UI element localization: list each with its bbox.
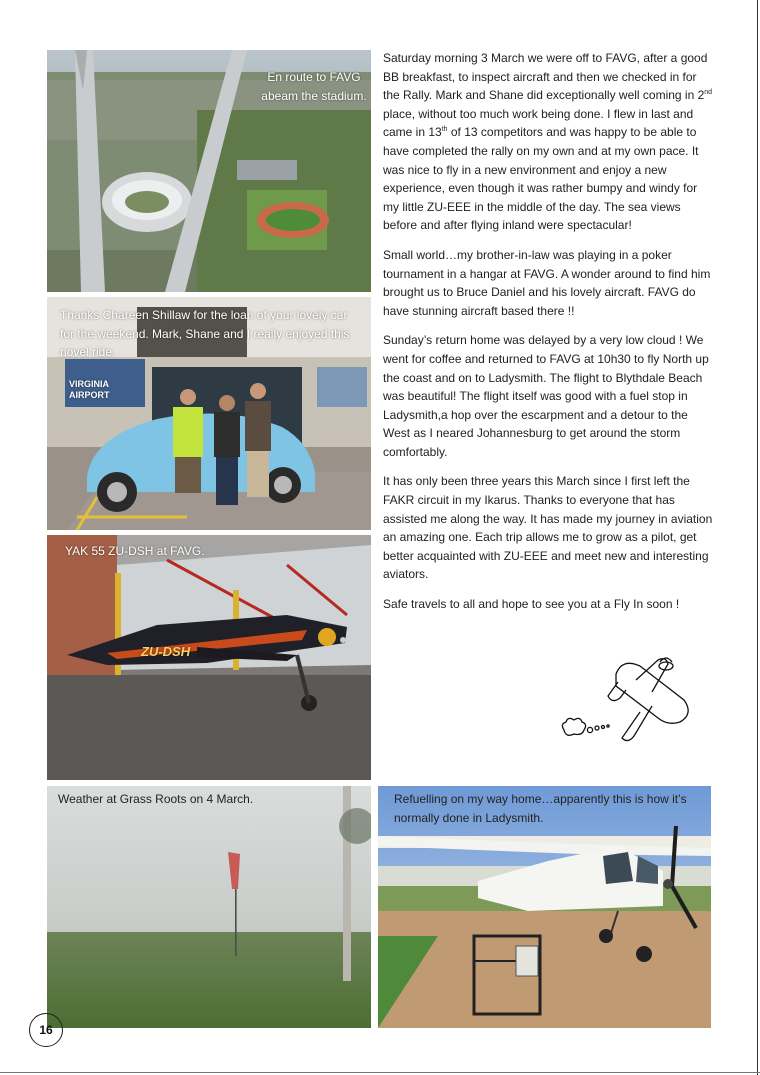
article-paragraph-5: Safe travels to all and hope to see you at a Fly In soon ! bbox=[383, 597, 680, 612]
yak-caption: YAK 55 ZU-DSH at FAVG. bbox=[65, 544, 205, 558]
weather-caption: Weather at Grass Roots on 4 March. bbox=[58, 792, 254, 806]
car-sign-text: VIRGINIA AIRPORT bbox=[69, 379, 110, 400]
refuelling-photo bbox=[378, 786, 711, 1028]
page-right-edge bbox=[757, 0, 758, 1075]
article-paragraph-2: Small world…my brother-in-law was playing in a poker tournament in a hangar at FAVG. A wonder around to find him brought us to Bruce Daniel and his lovely aircraft. FAVG do have stunning aircraft based there !! bbox=[383, 247, 711, 318]
page-number: 16 bbox=[29, 1013, 63, 1047]
ordinal-suffix-th: th bbox=[441, 126, 448, 134]
p1-part-b: place, without too much work being done. I flew in last and came in 13 bbox=[383, 106, 694, 140]
article-paragraph-4: It has only been three years this March since I first left the FAKR circuit in my Ikarus. Thanks to everyone that has assisted me along the way. It has made my journey in aviation an amazing one. Each trip allows me to grow as a pilot, get better acquainted with ZU-EEE and meet new and interesting aviators. bbox=[383, 474, 713, 582]
article-paragraph-1 bbox=[383, 49, 713, 235]
p1-part-c: of 13 competitors and was happy to be able to have completed the rally on my own and at my own pace. It was nice to fly in a new environment and enjoy a new experience, even though it was rather bumpy and windy for my little ZU-EEE in the middle of the day. The sea views before and after flying inland were spectacular! bbox=[383, 125, 699, 233]
yak-hangar-photo bbox=[47, 535, 371, 780]
beetle-car-photo bbox=[47, 297, 371, 530]
cartoon-plane-icon bbox=[556, 652, 696, 748]
article-text bbox=[383, 49, 713, 625]
page-bottom-edge bbox=[0, 1072, 760, 1073]
refuel-caption: Refuelling on my way home…apparently this is how it’s normally done in Ladysmith. bbox=[394, 792, 687, 825]
foggy-grassroots-photo bbox=[47, 786, 371, 1028]
stadium-caption: En route to FAVG abeam the stadium. bbox=[261, 70, 367, 103]
yak-registration-text: ZU-DSH bbox=[141, 644, 191, 659]
p1-part-a: Saturday morning 3 March we were off to FAVG, after a good BB breakfast, to inspect aircraft and then we checked in for the Rally. Mark and Shane did exceptionally well coming in 2 bbox=[383, 51, 708, 103]
article-paragraph-3: Sunday’s return home was delayed by a very low cloud ! We went for coffee and returned to FAVG at 10h30 to fly North up the coast and on to Ladysmith. The flight to Blythdale Beach was beautiful! The flight itself was good with a fuel stop in Ladysmith,a hop over the escarpment and a detour to the West as I neared Johannesburg to get around the storm comfortably. bbox=[383, 333, 709, 459]
ordinal-suffix-nd: nd bbox=[704, 89, 713, 97]
stadium-aerial-photo bbox=[47, 50, 371, 292]
car-caption: Thanks Chareen Shillaw for the loan of your lovely car for the weekend. Mark, Shane and I really enjoyed this novel ride. bbox=[60, 308, 350, 359]
